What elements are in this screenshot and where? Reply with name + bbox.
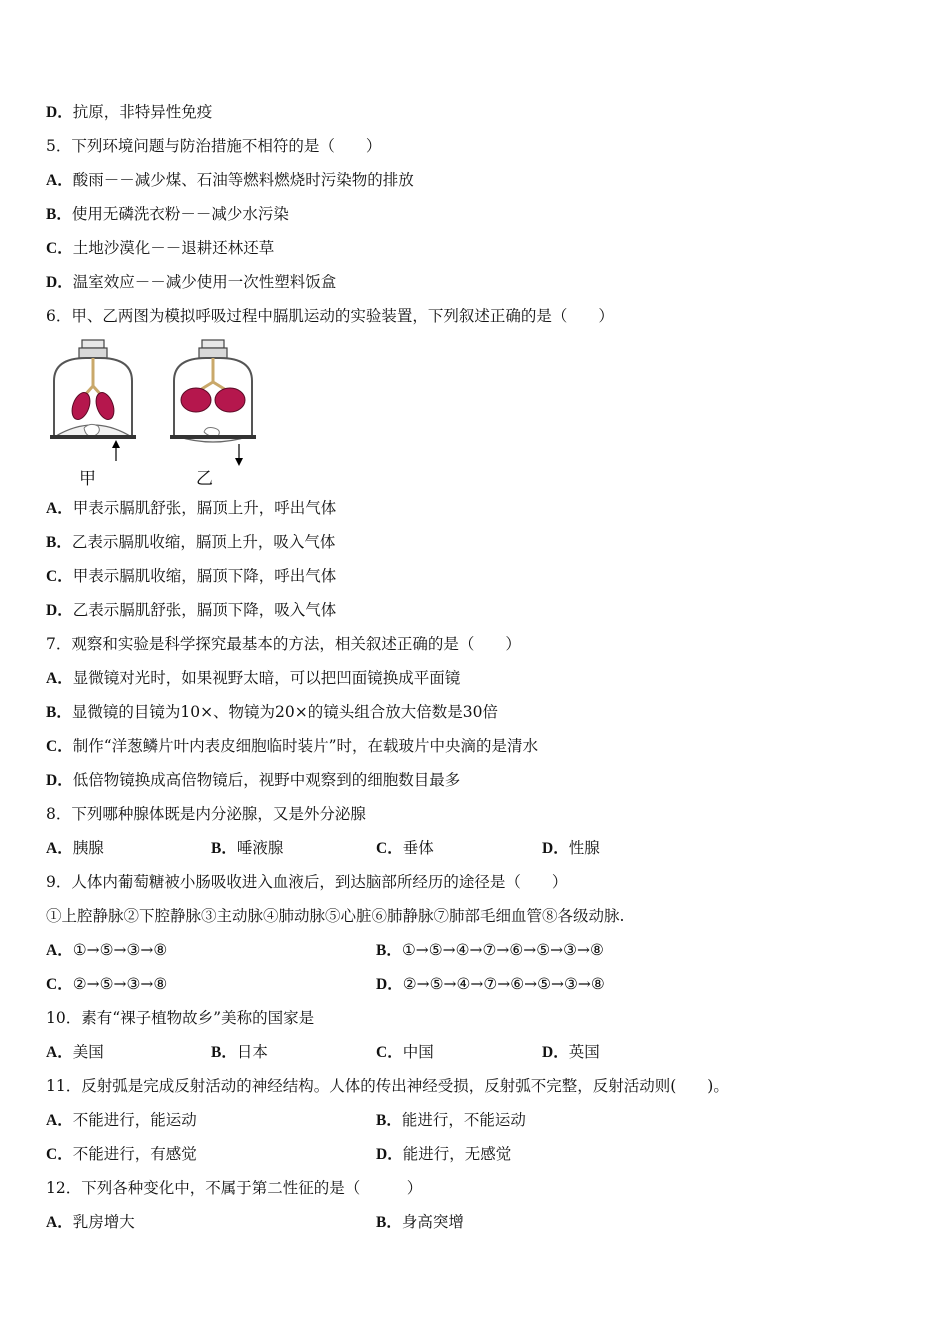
q6-option-c: C．甲表示膈肌收缩，膈顶下降，呼出气体	[46, 567, 337, 585]
q9-item-list: ①上腔静脉②下腔静脉③主动脉④肺动脉⑤心脏⑥肺静脉⑦肺部毛细血管⑧各级动脉.	[46, 907, 625, 925]
q9-option-b: B．①→⑤→④→⑦→⑥→⑤→③→⑧	[376, 941, 604, 959]
q7-option-c: C．制作“洋葱鳞片叶内表皮细胞临时装片”时，在载玻片中央滴的是清水	[46, 737, 539, 755]
bell-jar-yi	[170, 340, 256, 466]
q11-option-d: D．能进行，无感觉	[376, 1145, 512, 1163]
q6-stem: 6．甲、乙两图为模拟呼吸过程中膈肌运动的实验装置，下列叙述正确的是（ ）	[46, 307, 614, 325]
q9-option-d: D．②→⑤→④→⑦→⑥→⑤→③→⑧	[376, 975, 605, 993]
q12-stem: 12．下列各种变化中，不属于第二性征的是（ ）	[46, 1179, 423, 1197]
q11-stem: 11．反射弧是完成反射活动的神经结构。人体的传出神经受损，反射弧不完整，反射活动则( )。	[46, 1077, 729, 1095]
q11-option-a: A．不能进行，能运动	[46, 1111, 197, 1129]
q10-option-b: B．日本	[211, 1043, 268, 1061]
q7-stem: 7．观察和实验是科学探究最基本的方法，相关叙述正确的是（ ）	[46, 635, 521, 653]
q8-option-c: C．垂体	[376, 839, 434, 857]
q11-option-b: B．能进行，不能运动	[376, 1111, 526, 1129]
q7-option-d: D．低倍物镜换成高倍物镜后，视野中观察到的细胞数目最多	[46, 771, 461, 789]
q6-option-a: A．甲表示膈肌舒张，膈顶上升，呼出气体	[46, 499, 337, 517]
q12-option-b: B．身高突增	[376, 1213, 464, 1231]
q10-option-d: D．英国	[542, 1043, 600, 1061]
q8-option-b: B．唾液腺	[211, 839, 284, 857]
q8-option-a: A．胰腺	[46, 839, 104, 857]
q10-stem: 10．素有“裸子植物故乡”美称的国家是	[46, 1009, 315, 1027]
q4-option-d: D．抗原，非特异性免疫	[46, 103, 213, 121]
figure-label-yi: 乙	[196, 469, 213, 489]
q9-option-a: A．①→⑤→③→⑧	[46, 941, 168, 959]
figure-label-jia: 甲	[79, 469, 96, 489]
q11-option-c: C．不能进行，有感觉	[46, 1145, 197, 1163]
q8-stem: 8．下列哪种腺体既是内分泌腺，又是外分泌腺	[46, 805, 366, 823]
q6-option-d: D．乙表示膈肌舒张，膈顶下降，吸入气体	[46, 601, 337, 619]
q7-option-b: B．显微镜的目镜为10×、物镜为20×的镜头组合放大倍数是30倍	[46, 703, 498, 721]
q5-option-a: A．酸雨－－减少煤、石油等燃料燃烧时污染物的排放	[46, 171, 414, 189]
q8-option-d: D．性腺	[542, 839, 600, 857]
q7-option-a: A．显微镜对光时，如果视野太暗，可以把凹面镜换成平面镜	[46, 669, 461, 687]
q6-option-b: B．乙表示膈肌收缩，膈顶上升，吸入气体	[46, 533, 336, 551]
bell-jar-jia	[50, 340, 136, 461]
q10-option-a: A．美国	[46, 1043, 104, 1061]
q12-option-a: A．乳房增大	[46, 1213, 135, 1231]
q5-option-c: C．土地沙漠化－－退耕还林还草	[46, 239, 275, 257]
diaphragm-model-figure	[46, 336, 276, 489]
q5-stem: 5．下列环境问题与防治措施不相符的是（ ）	[46, 137, 382, 155]
q5-option-b: B．使用无磷洗衣粉－－减少水污染	[46, 205, 289, 223]
q9-stem: 9．人体内葡萄糖被小肠吸收进入血液后，到达脑部所经历的途径是（ ）	[46, 873, 568, 891]
q5-option-d: D．温室效应－－减少使用一次性塑料饭盒	[46, 273, 337, 291]
q10-option-c: C．中国	[376, 1043, 434, 1061]
q9-option-c: C．②→⑤→③→⑧	[46, 975, 168, 993]
